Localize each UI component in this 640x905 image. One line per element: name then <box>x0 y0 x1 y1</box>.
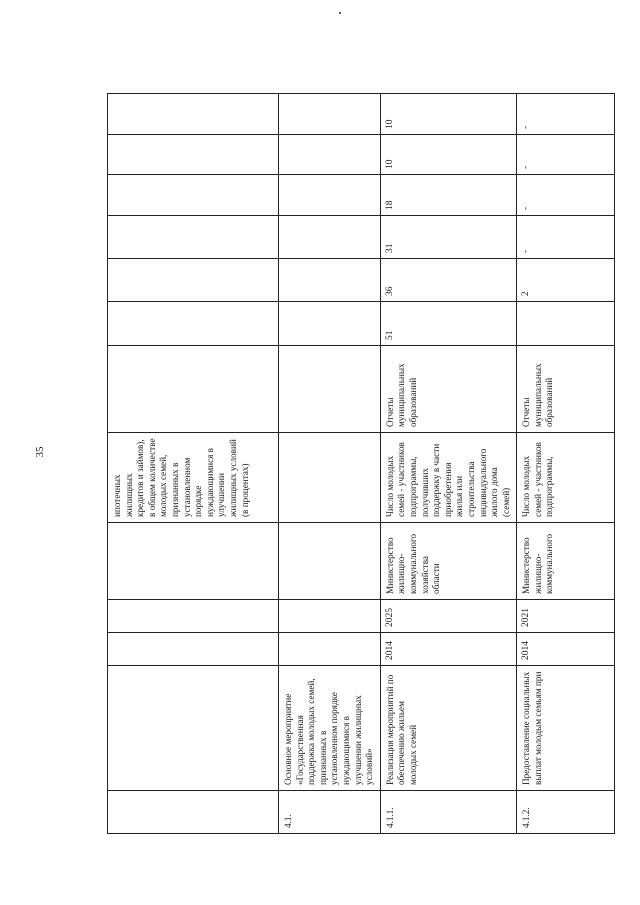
start-year-cell <box>108 633 279 666</box>
value-cell: 51 <box>380 302 517 346</box>
program-table <box>107 94 592 834</box>
value-cell: 10 <box>380 135 517 175</box>
value-cell <box>108 94 279 135</box>
value-cell: - <box>517 135 615 175</box>
value-cell <box>279 302 381 346</box>
executor-cell: Министерство жилищно-коммунального хозяйства области <box>380 523 517 600</box>
table-row <box>279 94 381 834</box>
value-cell <box>279 135 381 175</box>
value-cell <box>517 302 615 346</box>
value-cell: 36 <box>380 259 517 302</box>
page-number: 35 <box>34 446 46 458</box>
value-cell <box>279 94 381 135</box>
indicator-cell: ипотечных жилищных кредитов и займов), в общем количестве молодых семей, признанных в установленном порядке нуждающимися в улучшении жилищных условий (в процентах) <box>108 433 279 523</box>
row-id-cell: 4.1.1. <box>380 791 517 834</box>
table-row <box>108 94 279 834</box>
row-id-cell: 4.1. <box>279 791 381 834</box>
executor-cell: Министерство жилищно-коммунального <box>517 523 615 600</box>
table-row <box>517 94 615 834</box>
data-source-cell <box>279 346 381 433</box>
end-year-cell <box>108 600 279 633</box>
value-cell <box>108 259 279 302</box>
indicator-cell: Число молодых семей - участников подпрограммы, <box>517 433 615 523</box>
measure-name-cell: Основное мероприятие «Государственная поддержка молодых семей, признанных в установленном порядке нуждающимися в улучшении жилищных условий» <box>279 666 381 791</box>
data-source-cell: Отчеты муниципальных образований <box>380 346 517 433</box>
start-year-cell <box>279 633 381 666</box>
end-year-cell: 2025 <box>380 600 517 633</box>
value-cell: - <box>517 216 615 259</box>
end-year-cell: 2021 <box>517 600 615 633</box>
data-source-cell: Отчеты муниципальных образований <box>517 346 615 433</box>
value-cell <box>279 259 381 302</box>
value-cell: - <box>517 94 615 135</box>
data-source-cell <box>108 346 279 433</box>
measure-name-cell: Реализация мероприятий по обеспечению жильем молодых семей <box>380 666 517 791</box>
value-cell <box>108 135 279 175</box>
indicator-cell: Число молодых семей - участников подпрограммы, получивших поддержку в части приобретения жилья или строительства индивидуального жилого дома (семей) <box>380 433 517 523</box>
row-id-cell: 4.1.2. <box>517 791 615 834</box>
end-year-cell <box>279 600 381 633</box>
measure-name-cell <box>108 666 279 791</box>
value-cell: 18 <box>380 175 517 216</box>
value-cell: - <box>517 175 615 216</box>
row-id-cell <box>108 791 279 834</box>
executor-cell <box>279 523 381 600</box>
measure-name-cell: Предоставление социальных выплат молодым семьям при <box>517 666 615 791</box>
stray-dot <box>339 12 341 14</box>
value-cell: 10 <box>380 94 517 135</box>
value-cell <box>279 175 381 216</box>
value-cell <box>108 216 279 259</box>
value-cell <box>108 175 279 216</box>
table-row <box>380 94 517 834</box>
executor-cell <box>108 523 279 600</box>
value-cell <box>279 216 381 259</box>
indicator-cell <box>279 433 381 523</box>
start-year-cell: 2014 <box>517 633 615 666</box>
start-year-cell: 2014 <box>380 633 517 666</box>
value-cell: 31 <box>380 216 517 259</box>
value-cell <box>108 302 279 346</box>
value-cell: 2 <box>517 259 615 302</box>
